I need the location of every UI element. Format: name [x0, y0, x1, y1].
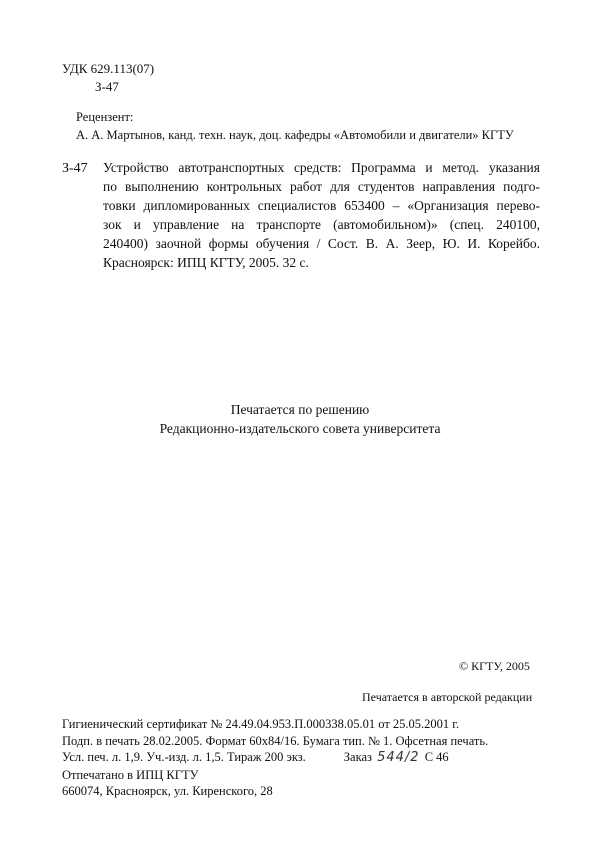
- order-label: Заказ: [343, 750, 372, 764]
- author-code-top: З-47: [95, 79, 119, 94]
- imprint-volume: Усл. печ. л. 1,9. Уч.-изд. л. 1,5. Тираж 200 экз.: [62, 750, 306, 764]
- biblio-line: 240400) заочной формы обучения / Сост. В. А. Зеер, Ю. И. Корейбо.: [103, 236, 540, 251]
- biblio-line: зок и управление на транспорте (автомобильном)» (спец. 240100,: [103, 217, 540, 232]
- order-code: С 46: [424, 750, 449, 764]
- biblio-line: товки дипломированных специалистов 653400 – «Организация перево-: [103, 198, 540, 213]
- imprint-certificate: Гигиенический сертификат № 24.49.04.953.П.000338.05.01 от 25.05.2001 г.: [62, 717, 460, 731]
- biblio-line: по выполнению контрольных работ для студентов направления подго-: [103, 179, 540, 194]
- reviewer-label: Рецензент:: [76, 110, 134, 124]
- biblio-code: З-47: [62, 161, 88, 176]
- print-notice-line2: Редакционно-издательского совета университета: [159, 421, 441, 436]
- imprint-block: [62, 716, 488, 800]
- biblio-line: Устройство автотранспортных средств: Программа и метод. указания: [103, 160, 540, 175]
- print-notice-line1: Печатается по решению: [230, 402, 370, 417]
- reviewer-text: А. А. Мартынов, канд. техн. наук, доц. кафедры «Автомобили и двигатели» КГТУ: [76, 128, 514, 142]
- imprint-address: 660074, Красноярск, ул. Киренского, 28: [62, 784, 273, 798]
- imprint-print-details: Подп. в печать 28.02.2005. Формат 60х84/16. Бумага тип. № 1. Офсетная печать.: [62, 733, 489, 748]
- biblio-line: Красноярск: ИПЦ КГТУ, 2005. 32 с.: [103, 255, 309, 270]
- imprint-volume-line: [62, 749, 488, 767]
- imprint-printed-at: Отпечатано в ИПЦ КГТУ: [62, 767, 199, 782]
- bibliographic-description: [103, 158, 540, 272]
- author-edition-note: Печатается в авторской редакции: [362, 690, 533, 704]
- order-number-handwritten: 544/2: [377, 750, 420, 765]
- udk-index: УДК 629.113(07): [62, 61, 155, 76]
- copyright: © КГТУ, 2005: [459, 659, 530, 673]
